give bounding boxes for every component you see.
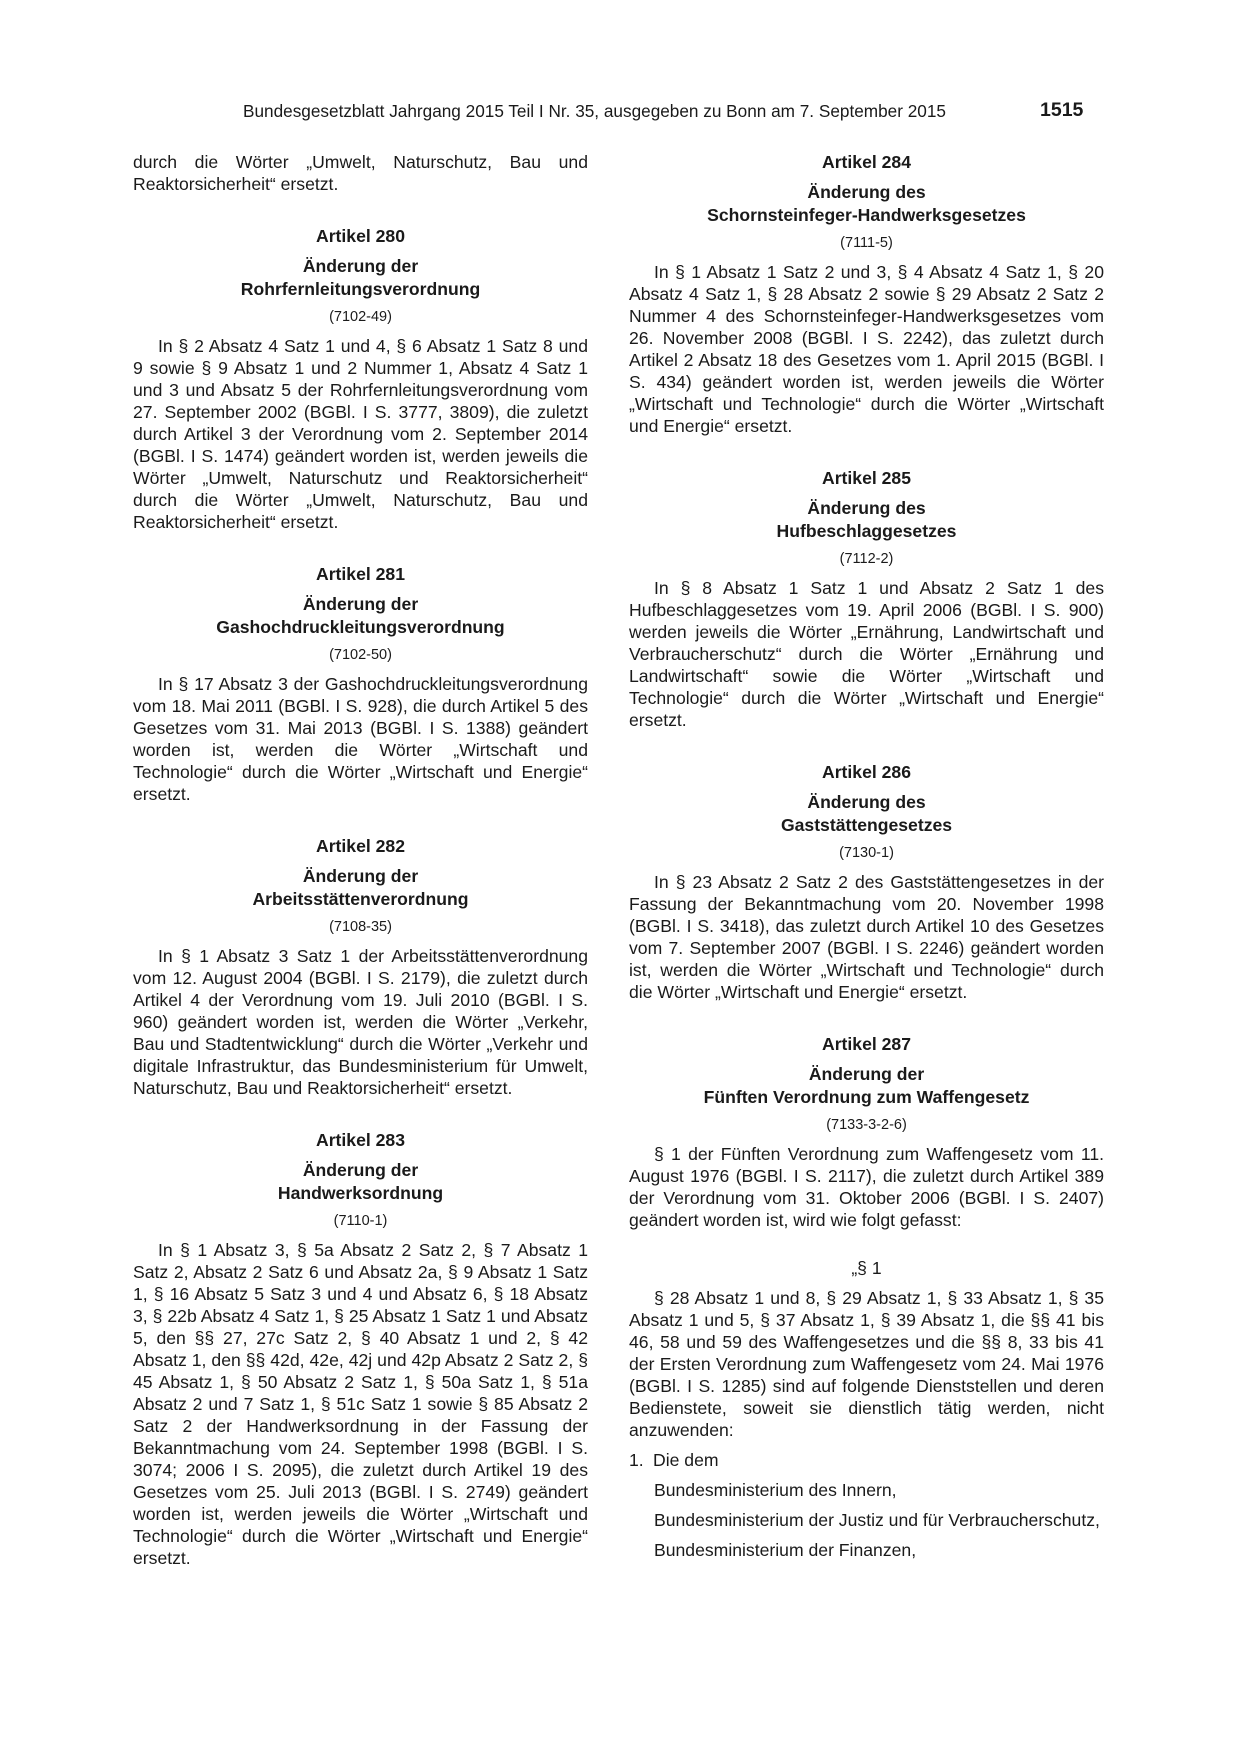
section-text: § 28 Absatz 1 und 8, § 29 Absatz 1, § 33 Absatz 1, § 35 Absatz 1 und 5, § 37 Absatz 1, § 39 Absatz 1, die §§ 41 bis 46, 58 und 59 des Waffengesetzes und die §§ 8, 33 bis 41 der Ersten Verordnung zum Waffengesetz vom 24. Mai 1976 (BGBl. I S. 1285) sind auf folgende Dienststellen und deren Bedienstete, soweit sie dienstlich tätig werden, nicht anzuwenden:	[629, 1288, 1104, 1440]
intro-text: durch die Wörter „Umwelt, Naturschutz, Bau und Reaktorsicherheit“ ersetzt.	[133, 152, 588, 194]
article-286	[629, 761, 1104, 1003]
article-subtitle: Änderung der	[302, 256, 419, 276]
ministry-item: Bundesministerium der Justiz und für Verbraucherschutz,	[654, 1510, 1100, 1530]
page-header	[0, 98, 1241, 128]
article-title: Artikel 284	[822, 152, 911, 172]
article-280	[133, 225, 588, 533]
page-number: 1515	[1040, 99, 1084, 121]
article-title: Artikel 285	[822, 468, 911, 488]
list-item	[629, 1449, 1104, 1471]
article-text: In § 23 Absatz 2 Satz 2 des Gaststättengesetzes in der Fassung der Bekanntmachung vom 20. November 1998 (BGBl. I S. 3418), das zuletzt durch Artikel 10 des Gesetzes vom 7. September 2007 (BGBl. I S. 2246) geändert worden ist, werden die Wörter „Wirtschaft und Technologie“ durch die Wörter „Wirtschaft und Energie“ ersetzt.	[629, 872, 1104, 1002]
header-title: Bundesgesetzblatt Jahrgang 2015 Teil I Nr. 35, ausgegeben zu Bonn am 7. September 2015	[243, 101, 946, 121]
article-287	[629, 1033, 1104, 1561]
article-title: Artikel 286	[822, 762, 911, 782]
article-subtitle: Änderung der	[808, 1064, 925, 1084]
article-281	[133, 563, 588, 805]
article-title: Artikel 283	[316, 1130, 405, 1150]
fna-number: (7133-3-2-6)	[826, 1117, 907, 1133]
article-text: In § 1 Absatz 3, § 5a Absatz 2 Satz 2, § 7 Absatz 1 Satz 2, Absatz 2 Satz 6 und Absatz 2a, § 9 Absatz 1 Satz 1, § 16 Absatz 5 Satz 3 und 4 und Absatz 6, § 18 Absatz 3, § 22b Absatz 4 Satz 1, § 25 Absatz 1 Satz 1 und Absatz 5, den §§ 27, 27c Satz 2, § 40 Absatz 1 und 2, § 42 Absatz 1, den §§ 42d, 42e, 42j und 42p Absatz 2 Satz 2, § 45 Absatz 1, § 50 Absatz 2 Satz 1, § 50a Satz 1, § 51a Absatz 2 und 7 Satz 1, § 51c Satz 1 sowie § 85 Absatz 2 Satz 2 der Handwerksordnung in der Fassung der Bekanntmachung vom 24. September 1998 (BGBl. I S. 3074; 2006 I S. 2095), die zuletzt durch Artikel 19 des Gesetzes vom 25. Juli 2013 (BGBl. I S. 2749) geändert worden ist, werden jeweils die Wörter „Wirtschaft und Technologie“ durch die Wörter „Wirtschaft und Energie“ ersetzt.	[133, 1240, 588, 1568]
fna-number: (7102-49)	[329, 309, 392, 325]
article-subtitle: Gashochdruckleitungsverordnung	[216, 617, 505, 637]
section-heading: „§ 1	[851, 1258, 882, 1278]
article-subtitle: Gaststättengesetzes	[780, 815, 953, 835]
article-subtitle: Arbeitsstättenverordnung	[252, 889, 469, 909]
ministry-item: Bundesministerium des Innern,	[654, 1480, 897, 1500]
fna-number: (7130-1)	[839, 845, 894, 861]
article-text: In § 1 Absatz 1 Satz 2 und 3, § 4 Absatz 4 Satz 1, § 20 Absatz 4 Satz 1, § 28 Absatz 2 sowie § 29 Absatz 2 Satz 2 Nummer 4 des Schornsteinfeger-Handwerksgesetzes vom 26. November 2008 (BGBl. I S. 2242), das zuletzt durch Artikel 2 Absatz 18 des Gesetzes vom 1. April 2015 (BGBl. I S. 434) geändert worden ist, werden jeweils die Wörter „Wirtschaft und Technologie“ durch die Wörter „Wirtschaft und Energie“ ersetzt.	[629, 262, 1104, 436]
fna-number: (7111-5)	[840, 235, 893, 251]
article-subtitle: Änderung des	[807, 792, 926, 812]
article-text: In § 8 Absatz 1 Satz 1 und Absatz 2 Satz 1 des Hufbeschlaggesetzes vom 19. April 2006 (BGBl. I S. 900) werden jeweils die Wörter „Ernährung, Landwirtschaft und Verbraucherschutz“ durch die Wörter „Ernährung und Landwirtschaft“ sowie die Wörter „Wirtschaft und Technologie“ durch die Wörter „Wirtschaft und Energie“ ersetzt.	[629, 578, 1104, 730]
article-subtitle: Hufbeschlaggesetzes	[776, 521, 957, 541]
right-column	[629, 151, 1104, 1561]
fna-number: (7112-2)	[839, 551, 894, 567]
article-285	[629, 467, 1104, 731]
left-column	[133, 151, 588, 1569]
article-title: Artikel 280	[316, 226, 405, 246]
article-text: In § 2 Absatz 4 Satz 1 und 4, § 6 Absatz 1 Satz 8 und 9 sowie § 9 Absatz 1 und 2 Nummer 1, Absatz 4 Satz 1 und 3 und Absatz 5 der Rohrfernleitungsverordnung vom 27. September 2002 (BGBl. I S. 3777, 3809), die zuletzt durch Artikel 3 der Verordnung vom 2. September 2014 (BGBl. I S. 1474) geändert worden ist, werden jeweils die Wörter „Umwelt, Naturschutz und Reaktorsicherheit“ durch die Wörter „Umwelt, Naturschutz, Bau und Reaktorsicherheit“ ersetzt.	[133, 336, 588, 532]
fna-number: (7110-1)	[333, 1213, 388, 1229]
article-subtitle: Änderung der	[302, 866, 419, 886]
article-title: Artikel 281	[316, 564, 405, 584]
article-282	[133, 835, 588, 1099]
article-text: In § 17 Absatz 3 der Gashochdruckleitungsverordnung vom 18. Mai 2011 (BGBl. I S. 928), die durch Artikel 5 des Gesetzes vom 31. Mai 2013 (BGBl. I S. 1388) geändert worden ist, werden die Wörter „Wirtschaft und Technologie“ durch die Wörter „Wirtschaft und Energie“ ersetzt.	[133, 674, 588, 804]
article-subtitle: Änderung des	[807, 182, 926, 202]
article-subtitle: Änderung des	[807, 498, 926, 518]
article-284	[629, 151, 1104, 437]
article-text: § 1 der Fünften Verordnung zum Waffengesetz vom 11. August 1976 (BGBl. I S. 2117), die zuletzt durch Artikel 389 der Verordnung vom 31. Oktober 2006 (BGBl. I S. 2407) geändert worden ist, wird wie folgt gefasst:	[629, 1144, 1104, 1230]
ministry-item: Bundesministerium der Finanzen,	[654, 1540, 917, 1560]
article-subtitle: Änderung der	[302, 1160, 419, 1180]
fna-number: (7108-35)	[329, 919, 392, 935]
fna-number: (7102-50)	[329, 647, 392, 663]
article-subtitle: Schornsteinfeger-Handwerksgesetzes	[707, 205, 1026, 225]
list-number: 1.	[629, 1450, 644, 1470]
article-subtitle: Rohrfernleitungsverordnung	[240, 279, 481, 299]
article-subtitle: Fünften Verordnung zum Waffengesetz	[703, 1087, 1030, 1107]
article-283	[133, 1129, 588, 1569]
list-text: Die dem	[653, 1450, 719, 1470]
article-title: Artikel 287	[822, 1034, 911, 1054]
article-subtitle: Handwerksordnung	[277, 1183, 444, 1203]
article-title: Artikel 282	[316, 836, 405, 856]
article-subtitle: Änderung der	[302, 594, 419, 614]
article-text: In § 1 Absatz 3 Satz 1 der Arbeitsstättenverordnung vom 12. August 2004 (BGBl. I S. 2179), die zuletzt durch Artikel 4 der Verordnung vom 19. Juli 2010 (BGBl. I S. 960) geändert worden ist, werden die Wörter „Verkehr, Bau und Stadtentwicklung“ durch die Wörter „Verkehr und digitale Infrastruktur, das Bundesministerium für Umwelt, Naturschutz, Bau und Reaktorsicherheit“ ersetzt.	[133, 946, 588, 1098]
